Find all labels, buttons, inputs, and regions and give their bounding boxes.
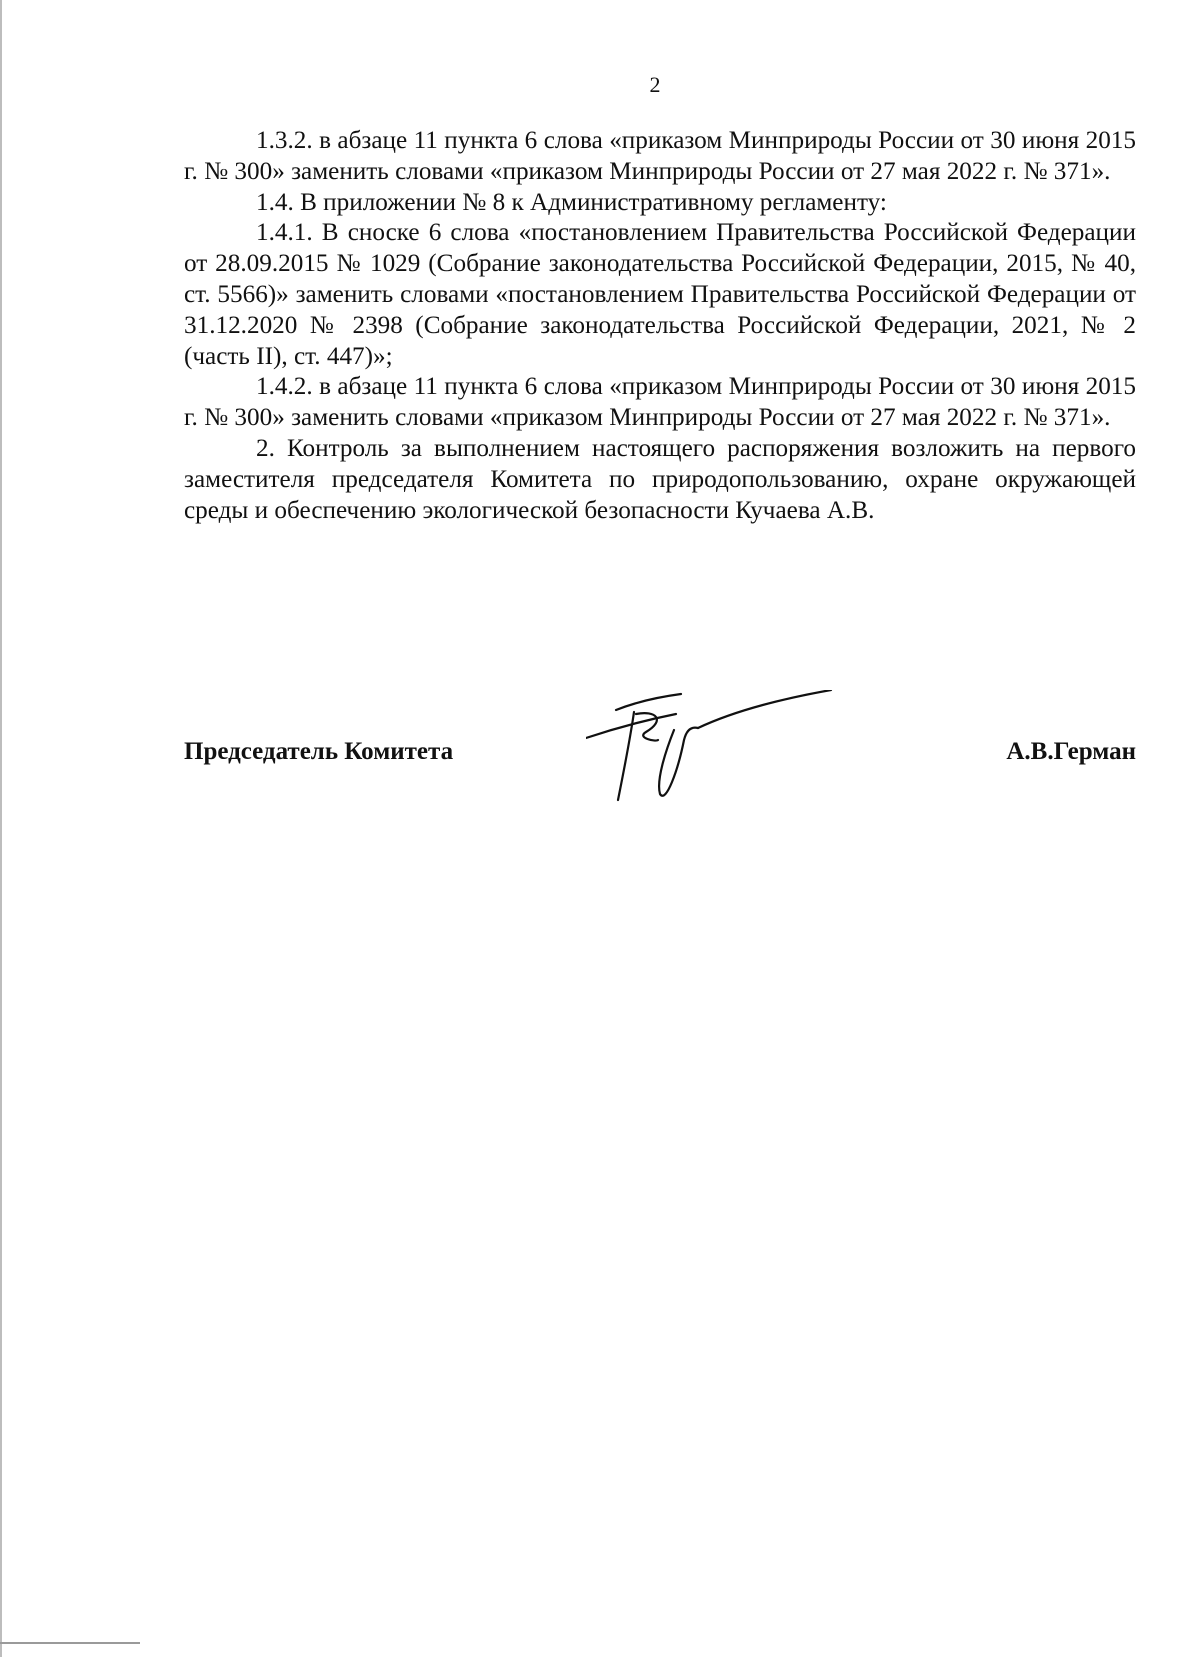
document-body bbox=[184, 126, 1136, 526]
paragraph-1-4-2: 1.4.2. в абзаце 11 пункта 6 слова «приказом Минприроды России от 30 июня 2015 г. № 300» заменить словами «приказом Минприроды России от 27 мая 2022 г. № 371». bbox=[184, 373, 1136, 432]
paragraph-1-4: 1.4. В приложении № 8 к Административному регламенту: bbox=[256, 188, 887, 216]
signatory-name: А.В.Герман bbox=[1006, 738, 1136, 765]
signatory-role: Председатель Комитета bbox=[184, 738, 454, 765]
paragraph-1-4-1: 1.4.1. В сноске 6 слова «постановлением Правительства Российской Федерации от 28.09.2015 № 1029 (Собрание законодательства Российской Федерации, 2015, № 40, ст. 5566)» заменить словами «постановлением Правительства Российской Федерации от 31.12.2020 № 2398 (Собрание законодательства Российской Федерации, 2021, № 2 (часть II), ст. 447)»; bbox=[184, 219, 1136, 370]
page-number: 2 bbox=[649, 72, 661, 97]
scan-bottom-mark bbox=[0, 1642, 140, 1644]
paragraph-2: 2. Контроль за выполнением настоящего распоряжения возложить на первого заместителя председателя Комитета по природопользованию, охране окружающей среды и обеспечению экологической безопасности Кучаева А.В. bbox=[184, 434, 1136, 524]
handwritten-signature bbox=[586, 690, 856, 810]
paragraph-1-3-2: 1.3.2. в абзаце 11 пункта 6 слова «приказом Минприроды России от 30 июня 2015 г. № 300» заменить словами «приказом Минприроды России от 27 мая 2022 г. № 371». bbox=[184, 127, 1136, 185]
scan-edge-line bbox=[0, 0, 2, 1657]
